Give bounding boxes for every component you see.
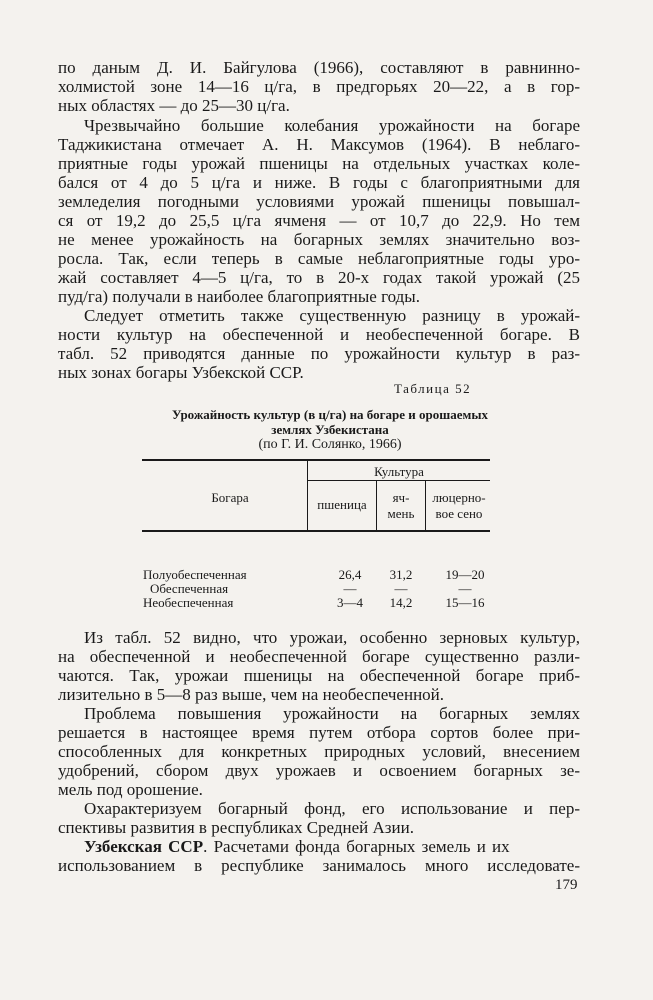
table-title-line: землях Узбекистана <box>271 422 389 437</box>
text-line: ности культур на обеспеченной и необеспеченной богаре. В <box>58 325 580 344</box>
text-line: способленных для конкретных природных условий, внесением <box>58 742 580 761</box>
table-column-header: вое сено <box>435 506 483 521</box>
text-line: использованием в республике занималось много исследовате- <box>58 856 580 875</box>
text-line: приятные годы урожай пшеницы на отдельных участках коле- <box>58 154 580 173</box>
text-line <box>84 837 580 856</box>
table-cell: — <box>458 581 472 596</box>
text-line: холмистой зоне 14—16 ц/га, в предгорьях 20—22, а в гор- <box>58 77 580 96</box>
text-line: Охарактеризуем богарный фонд, его использование и пер- <box>84 799 580 818</box>
table-top-rule <box>142 459 490 461</box>
table-cell: 26,4 <box>338 567 362 582</box>
text-line: удобрений, сбором двух урожаев и освоением богарных зе- <box>58 761 580 780</box>
text-line: Следует отметить также существенную разницу в урожай- <box>84 306 580 325</box>
text-line: ных областях — до 25—30 ц/га. <box>58 96 290 115</box>
table-cell: 31,2 <box>389 567 413 582</box>
table-cell-label: Обеспеченная <box>150 581 229 596</box>
table-column-header: яч- <box>392 490 410 505</box>
text-line: росла. Так, если теперь в самые неблагоприятные годы уро- <box>58 249 580 268</box>
text-line: на обеспеченной и необеспеченной богаре существенно разли- <box>58 647 580 666</box>
page-number: 179 <box>555 877 578 893</box>
table-cell: 15—16 <box>445 595 485 610</box>
table-cell: — <box>394 581 408 596</box>
text-line: лизительно в 5—8 раз выше, чем на необеспеченной. <box>58 685 445 704</box>
table-header-bottom-rule <box>142 530 490 532</box>
text-line: спективы развития в республиках Средней Азии. <box>58 818 414 837</box>
table-source: (по Г. И. Солянко, 1966) <box>258 437 402 452</box>
text-line: ных зонах богары Узбекской ССР. <box>58 363 304 382</box>
text-line: не менее урожайность на богарных землях значительно воз- <box>58 230 580 249</box>
table-cell: — <box>343 581 357 596</box>
text-line: Таджикистана отмечает А. Н. Максумов (1964). В неблаго- <box>58 135 580 154</box>
text-line: мель под орошение. <box>58 780 203 799</box>
section-heading: Узбекская ССР <box>84 837 204 856</box>
text-line: Чрезвычайно большие колебания урожайности на богаре <box>84 116 580 135</box>
text-run: . Расчетами фонда богарных земель и их <box>203 837 510 856</box>
text-line: пуд/га) получали в наиболее благоприятные годы. <box>58 287 420 306</box>
table-column-header: пшеница <box>317 497 367 512</box>
table-column-header: мень <box>387 506 415 521</box>
text-line: земледелия погодными условиями урожай пшеницы повышал- <box>58 192 580 211</box>
table-cell-label: Полуобеспеченная <box>143 567 247 582</box>
table-cell: 3—4 <box>337 595 363 610</box>
text-line: чаются. Так, урожаи пшеницы на обеспеченной богаре приб- <box>58 666 580 685</box>
table-cell-label: Необеспеченная <box>143 595 234 610</box>
table-cell: 14,2 <box>389 595 413 610</box>
text-line: жай составляет 4—5 ц/га, то в 20-х годах такой урожай (25 <box>58 268 580 287</box>
table-cell: 19—20 <box>445 567 485 582</box>
text-line: табл. 52 приводятся данные по урожайности культур в раз- <box>58 344 580 363</box>
table-group-rule <box>308 480 490 481</box>
text-line: бался от 4 до 5 ц/га и ниже. В годы с благоприятными для <box>58 173 580 192</box>
table-row-header: Богара <box>211 490 249 505</box>
text-line: по даным Д. И. Байгулова (1966), составляют в равнинно- <box>58 58 580 77</box>
table-column-header: люцерно- <box>432 490 486 505</box>
text-line: Из табл. 52 видно, что урожаи, особенно зерновых культур, <box>84 628 580 647</box>
table-group-header: Культура <box>374 464 424 479</box>
table-caption: Таблица 52 <box>394 381 472 396</box>
text-line: решается в настоящее время путем отбора сортов более при- <box>58 723 580 742</box>
text-line: Проблема повышения урожайности на богарных землях <box>84 704 580 723</box>
text-line: ся от 19,2 до 25,5 ц/га ячменя — от 10,7 до 22,9. Но тем <box>58 211 580 230</box>
table-title-line: Урожайность культур (в ц/га) на богаре и орошаемых <box>171 407 489 422</box>
